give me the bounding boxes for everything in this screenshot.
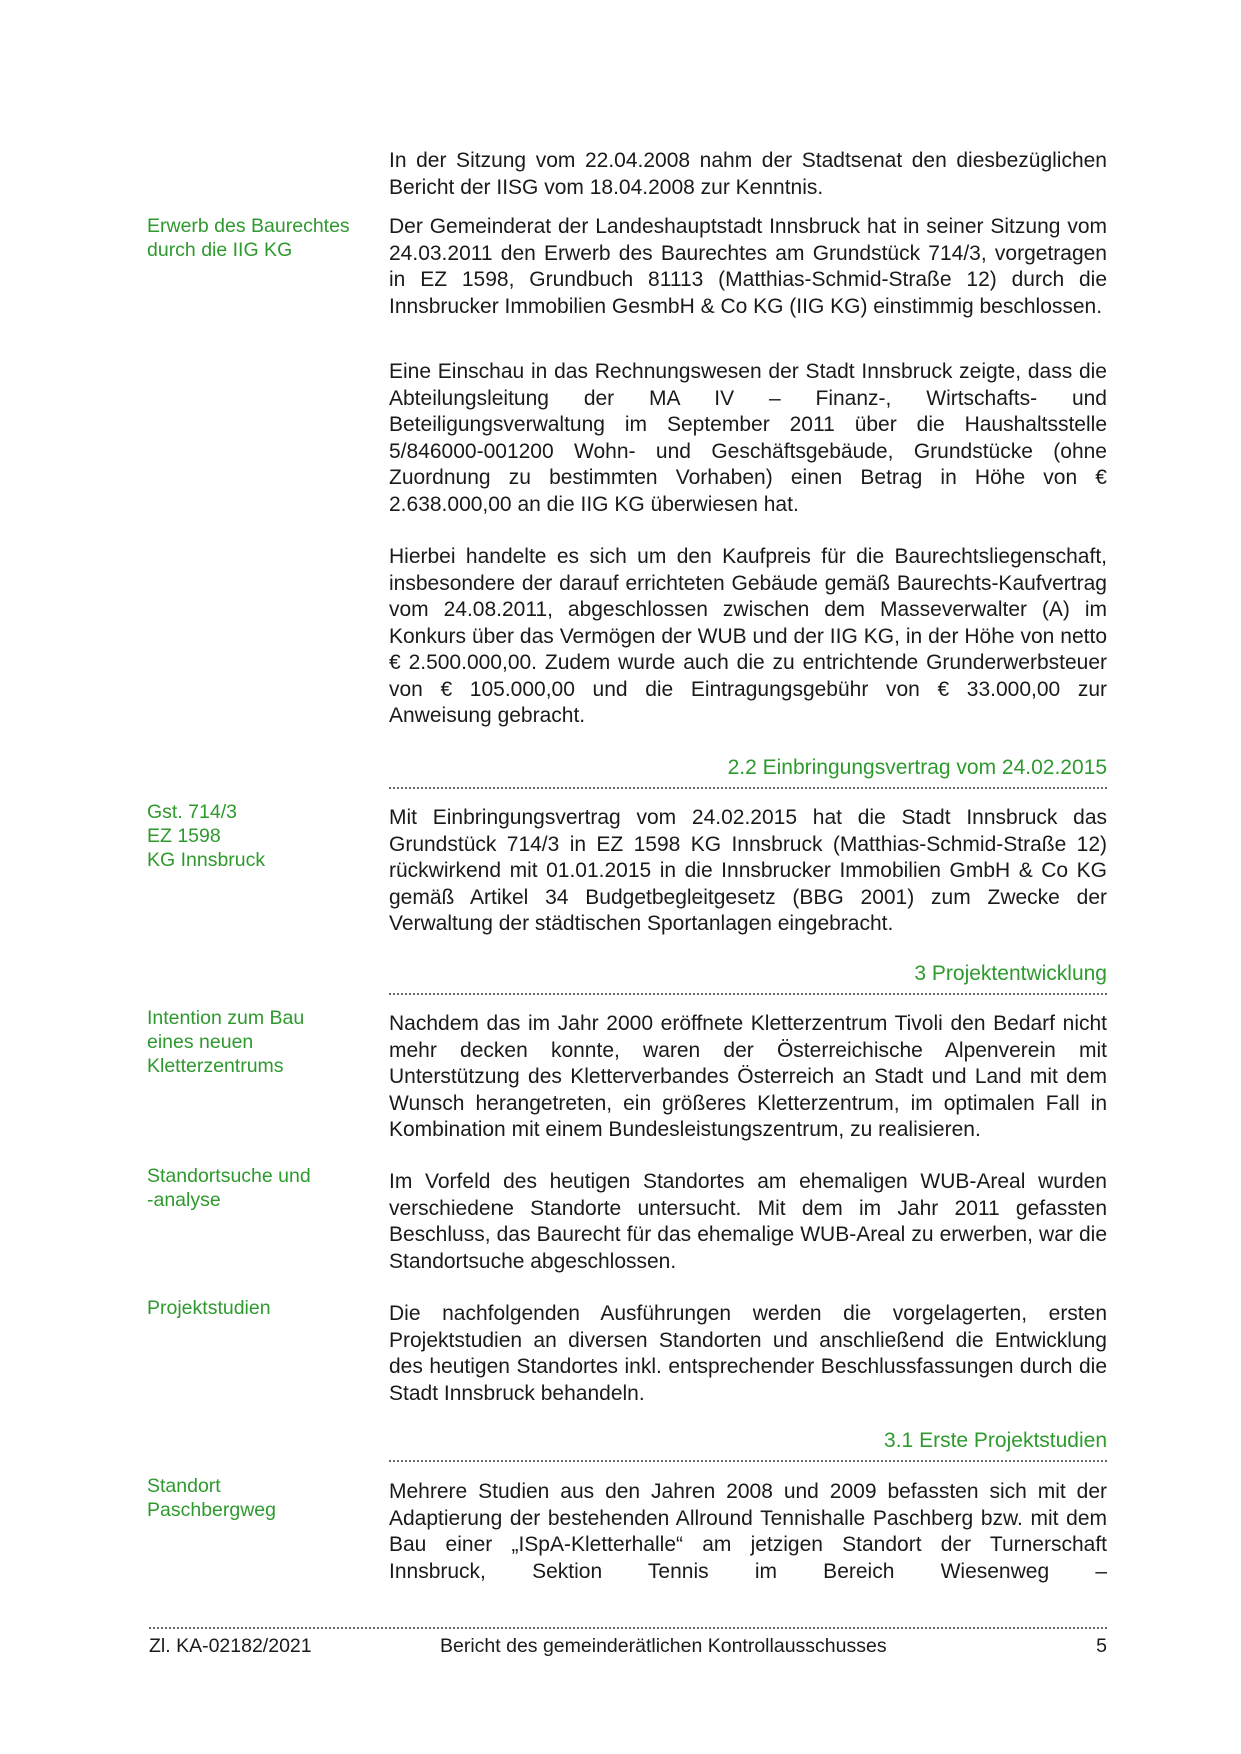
side-label-erwerb-baurecht <box>147 214 367 262</box>
paragraph-erwerb-baurecht: Der Gemeinderat der Landeshauptstadt Innsbruck hat in seiner Sitzung vom 24.03.2011 den Erwerb des Baurechtes am Grundstück 714/3, vorgetragen in EZ 1598, Grundbuch 81113 (Matthias-Schmid-Straße 12) durch die Innsbrucker Immobilien GesmbH & Co KG (IIG KG) einstimmig beschlossen. <box>389 215 1107 318</box>
section-heading-2-2: 2.2 Einbringungsvertrag vom 24.02.2015 <box>389 755 1107 789</box>
side-label-line: Projektstudien <box>147 1297 271 1319</box>
side-label-line: EZ 1598 <box>147 825 221 847</box>
paragraph-intention: Nachdem das im Jahr 2000 eröffnete Kletterzentrum Tivoli den Bedarf nicht mehr decken konnte, waren der Österreichische Alpenverein mit Unterstützung des Kletterverbandes Österreich an Stadt und Land mit dem Wunsch herangetreten, ein größeres Kletterzentrum, im optimalen Fall in Kombination mit einem Bundesleistungszentrum, zu realisieren. <box>389 1012 1107 1141</box>
page-number: 5 <box>1096 1635 1107 1657</box>
side-label-standortsuche <box>147 1164 367 1212</box>
footer-divider <box>149 1627 1107 1629</box>
side-label-projektstudien <box>147 1296 367 1320</box>
side-label-line: Intention zum Bau <box>147 1007 305 1029</box>
side-label-line: Gst. 714/3 <box>147 801 237 823</box>
side-label-intention <box>147 1006 367 1078</box>
paragraph-projektstudien: Die nachfolgenden Ausführungen werden die vorgelagerten, ersten Projektstudien an diversen Standorten und anschließend die Entwicklung des heutigen Standortes inkl. entsprechender Beschlussfassungen durch die Stadt Innsbruck behandeln. <box>389 1302 1107 1405</box>
side-label-line: -analyse <box>147 1189 221 1211</box>
footer-title: Bericht des gemeinderätlichen Kontrollausschusses <box>440 1635 887 1657</box>
footer-reference: Zl. KA-02182/2021 <box>149 1635 312 1657</box>
paragraph-standortsuche: Im Vorfeld des heutigen Standortes am ehemaligen WUB-Areal wurden verschiedene Standorte untersucht. Mit dem im Jahr 2011 gefassten Beschluss, das Baurecht für das ehemalige WUB-Areal zu erwerben, war die Standortsuche abgeschlossen. <box>389 1170 1107 1273</box>
paragraph-einschau-rechnungswesen: Eine Einschau in das Rechnungswesen der Stadt Innsbruck zeigte, dass die Abteilungsleitung der MA IV – Finanz-, Wirtschafts- und Beteiligungsverwaltung im September 2011 über die Haushaltsstelle 5/846000-001200 Wohn- und Geschäftsgebäude, Grundstücke (ohne Zuordnung zu bestimmten Vorhaben) einen Betrag in Höhe von € 2.638.000,00 an die IIG KG überwiesen hat. <box>389 360 1107 516</box>
side-label-paschbergweg <box>147 1474 367 1522</box>
side-label-line: Standortsuche und <box>147 1165 311 1187</box>
side-label-line: Kletterzentrums <box>147 1055 284 1077</box>
side-label-grundstueck <box>147 800 367 872</box>
side-label-line: Erwerb des Baurechtes <box>147 215 350 237</box>
paragraph-einbringungsvertrag: Mit Einbringungsvertrag vom 24.02.2015 hat die Stadt Innsbruck das Grundstück 714/3 in EZ 1598 KG Innsbruck (Matthias-Schmid-Straße 12) rückwirkend mit 01.01.2015 in die Innsbrucker Immobilien GmbH & Co KG gemäß Artikel 34 Budgetbegleitgesetz (BBG 2001) zum Zwecke der Verwaltung der städtischen Sportanlagen eingebracht. <box>389 806 1107 935</box>
side-label-line: Standort <box>147 1475 221 1497</box>
paragraph-kaufpreis: Hierbei handelte es sich um den Kaufpreis für die Baurechtsliegenschaft, insbesondere der darauf errichteten Gebäude gemäß Baurechts-Kaufvertrag vom 24.08.2011, abgeschlossen zwischen dem Masseverwalter (A) im Konkurs über das Vermögen der WUB und der IIG KG, in der Höhe von netto € 2.500.000,00. Zudem wurde auch die zu entrichtende Grunderwerbsteuer von € 105.000,00 und die Eintragungsgebühr von € 33.000,00 zur Anweisung gebracht. <box>389 545 1107 727</box>
paragraph-studien-paschberg: Mehrere Studien aus den Jahren 2008 und 2009 befassten sich mit der Adaptierung der bestehenden Allround Tennishalle Paschberg bzw. mit dem Bau einer „ISpA-Kletterhalle“ am jetzigen Standort der Turnerschaft Innsbruck, Sektion Tennis im Bereich Wiesenweg – <box>389 1480 1107 1583</box>
paragraph-sitzung-stadtsenat: In der Sitzung vom 22.04.2008 nahm der Stadtsenat den diesbezüglichen Bericht der IISG vom 18.04.2008 zur Kenntnis. <box>389 149 1107 199</box>
section-heading-3: 3 Projektentwicklung <box>389 961 1107 995</box>
side-label-line: Paschbergweg <box>147 1499 276 1521</box>
side-label-line: KG Innsbruck <box>147 849 266 871</box>
section-heading-3-1: 3.1 Erste Projektstudien <box>389 1428 1107 1462</box>
side-label-line: durch die IIG KG <box>147 239 293 261</box>
side-label-line: eines neuen <box>147 1031 254 1053</box>
